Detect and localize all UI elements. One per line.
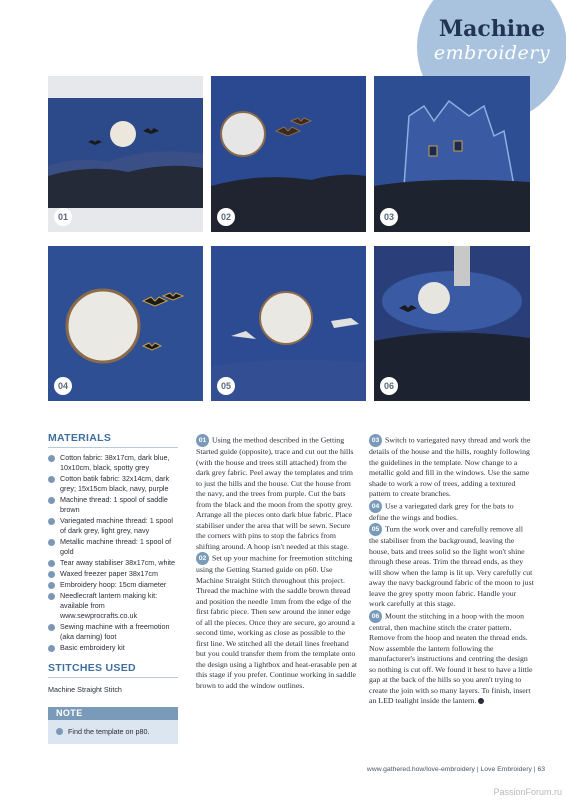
list-item: Variegated machine thread: 1 spool of dark grey, light grey, navy: [48, 516, 178, 536]
step-4: [369, 500, 534, 524]
step-number: 02: [196, 552, 209, 565]
instructions-column-1: [196, 434, 358, 691]
step-photo-3: [374, 76, 530, 232]
list-item: Metallic machine thread: 1 spool of gold: [48, 537, 178, 557]
step-number: 05: [369, 523, 382, 536]
page-footer: [335, 766, 545, 773]
step-photo-2: [211, 76, 366, 232]
stitches-title: STITCHES USED: [48, 662, 136, 674]
footer-magazine: Love Embroidery: [480, 766, 532, 773]
stitches-box: [48, 662, 178, 694]
photo-number: 05: [217, 377, 235, 395]
section-title: Machine: [438, 16, 546, 42]
step-6: [369, 610, 534, 707]
step-text: Use a variegated dark grey for the bats to define the wings and bodies.: [369, 500, 514, 522]
photo-number: 02: [217, 208, 235, 226]
note-box: [48, 707, 178, 744]
materials-title: MATERIALS: [48, 432, 112, 444]
list-item: Basic embroidery kit: [48, 643, 178, 653]
materials-list: [48, 453, 178, 653]
step-text: Using the method described in the Getting Started guide (opposite), trace and cut out the hills (with the house and trees still attached) from the dark grey fabric. Peel away the templates and trim to just the hills and the house. Cut the house from the navy, and the trees from purple. Cut the bats from the black and the moon from the spotty grey. Arrange all the pieces onto dark blue fabric. Place stabiliser under the area that will be sewn. Secure the corners with pins to stop the fabrics from shifting around. A hoop isn't needed at this stage.: [196, 435, 354, 551]
step-text: Set up your machine for freemotion stitching using the Getting Started guide on p60. Use Machine Straight Stitch throughout this project. Thread the machine with the saddle brown thread and position the needle 1mm from the edge of the first fabric piece. Then sew around the inner edge of all the pieces. Once they are secure, go around a second time, working as close as possible to the first line. We stitched all the detail lines freehand but you could transfer them from the template onto the design using a lightbox and heat-erasable pen at this stage if you prefer. Continue working in saddle brown to add the window outlines.: [196, 553, 358, 690]
list-item: Waxed freezer paper 38x17cm: [48, 569, 178, 579]
step-number: 06: [369, 610, 382, 623]
divider: [48, 677, 178, 678]
list-item: Cotton fabric: 38x17cm, dark blue, 10x10cm, black, spotty grey: [48, 453, 178, 473]
photo-number: 04: [54, 377, 72, 395]
watermark: PassionForum.ru: [493, 787, 562, 797]
step-3: [369, 434, 534, 500]
step-number: 01: [196, 434, 209, 447]
step-photo-6: [374, 246, 530, 401]
list-item: Sewing machine with a freemotion (aka darning) foot: [48, 622, 178, 642]
step-photo-4: [48, 246, 203, 401]
step-photo-5: [211, 246, 366, 401]
materials-box: [48, 432, 178, 654]
list-item: Cotton batik fabric: 32x14cm, dark grey; 15x15cm black, navy, purple: [48, 474, 178, 494]
photo-number: 01: [54, 208, 72, 226]
step-text: Switch to variegated navy thread and work the details of the house and the hills, roughly following the guidelines in the template. Now change to a metallic gold and fill in the windows. Use the same shade to work a row of trees, adding a textured pattern to create branches.: [369, 435, 531, 498]
page-number: 63: [537, 766, 545, 773]
end-mark-icon: [478, 698, 484, 704]
footer-separator: |: [533, 766, 536, 773]
note-text: Find the template on p80.: [48, 720, 178, 736]
step-2: [196, 552, 358, 691]
list-item: Machine thread: 1 spool of saddle brown: [48, 495, 178, 515]
divider: [48, 447, 178, 448]
photo-number: 03: [380, 208, 398, 226]
section-subtitle: embroidery: [433, 42, 551, 64]
footer-url: www.gathered.how/love-embroidery: [366, 766, 475, 773]
step-5: [369, 523, 534, 610]
footer-separator: |: [476, 766, 479, 773]
list-item: Needlecraft lantern making kit: available from www.sewprocrafts.co.uk: [48, 591, 178, 621]
step-text: Turn the work over and carefully remove all the stabiliser from the background, leaving the house, bats and trees solid so the light won't shine through these areas. Trim the thread ends, as they will show when the lamp is lit up. Very carefully cut away the navy background fabric of the moon to just leave the grey spotty moon fabric. Handle your work carefully at this stage.: [369, 524, 534, 608]
step-number: 03: [369, 434, 382, 447]
step-photo-1: [48, 76, 203, 232]
list-item: Tear away stabiliser 38x17cm, white: [48, 558, 178, 568]
step-number: 04: [369, 500, 382, 513]
photo-number: 06: [380, 377, 398, 395]
stitches-text: Machine Straight Stitch: [48, 685, 122, 694]
list-item: Embroidery hoop: 15cm diameter: [48, 580, 178, 590]
step-text: Mount the stitching in a hoop with the moon central, then machine stitch the crater pattern. Remove from the hoop and neaten the thread ends. Now assemble the lantern following the manufacturer's instructions and centring the design so nothing is cut off. We found it best to have a little gap at the back of the hills so you aren't trying to create the join with so many layers. To finish, insert an LED tealight inside the lantern.: [369, 610, 533, 705]
step-1: [196, 434, 358, 552]
note-title: NOTE: [48, 707, 178, 720]
instructions-column-2: [369, 434, 534, 707]
